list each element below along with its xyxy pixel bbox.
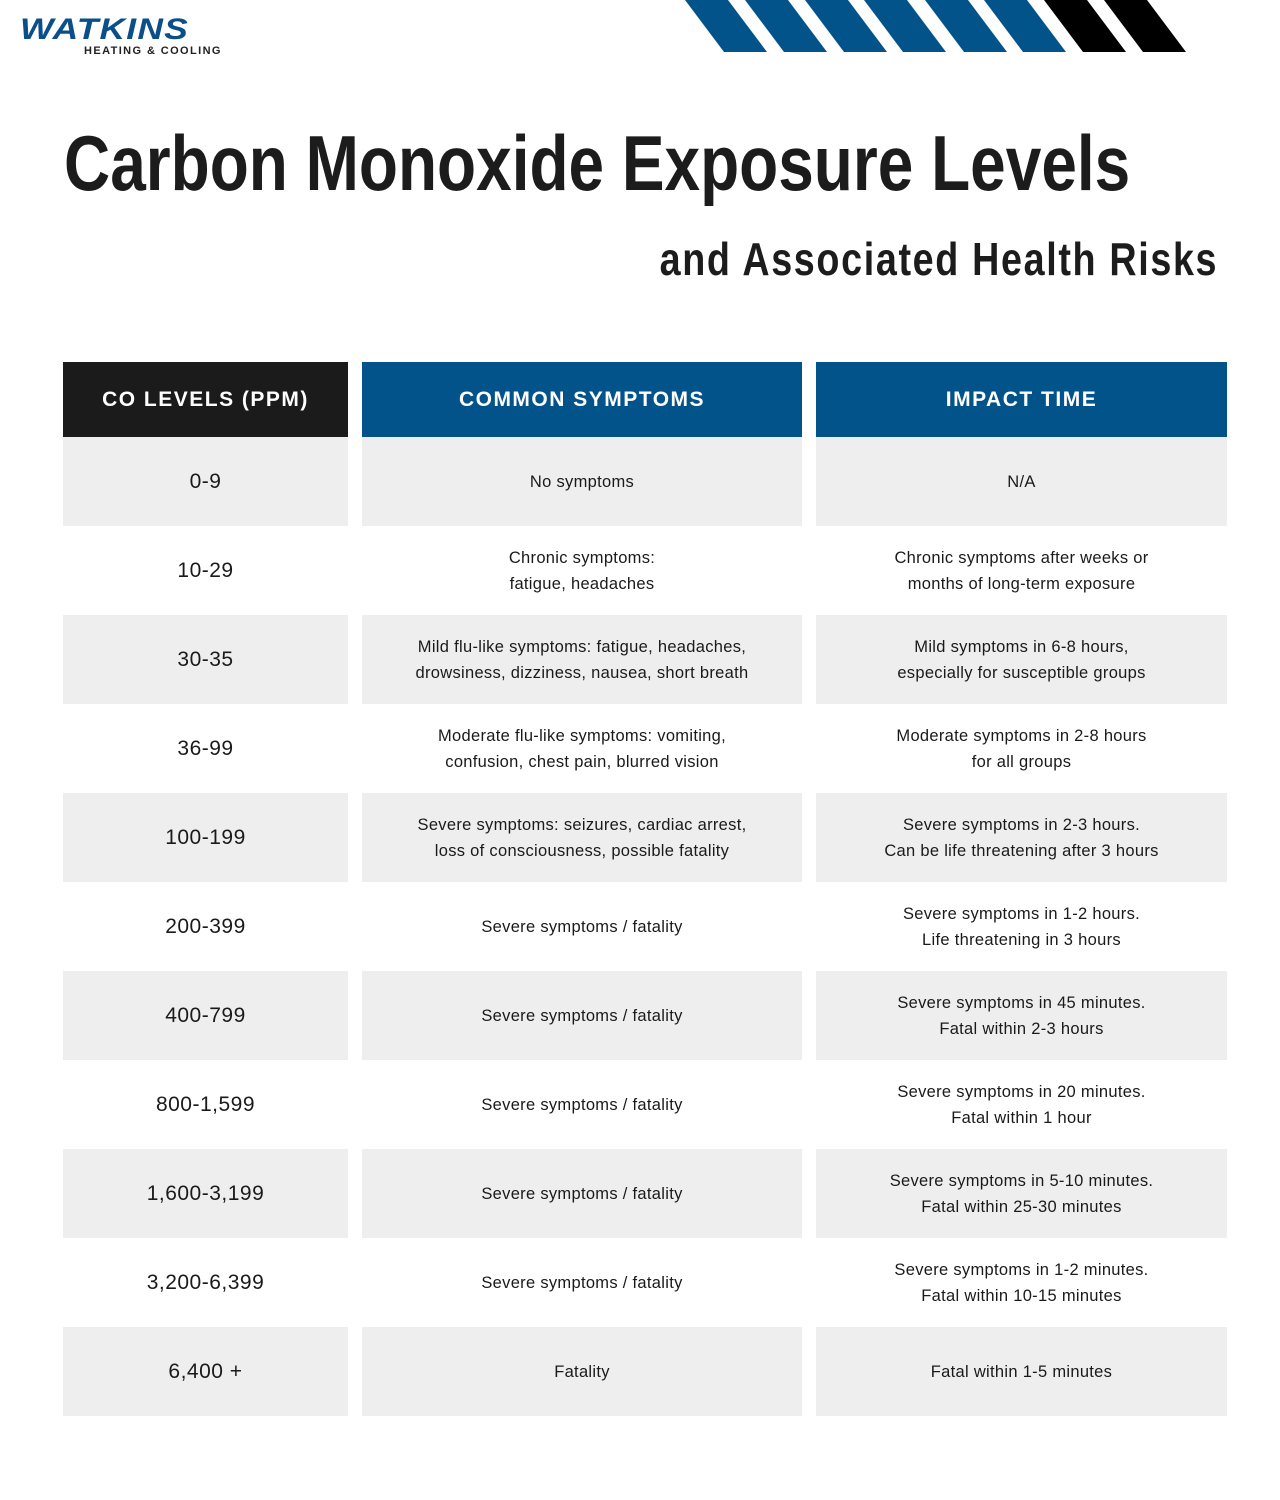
symptoms-cell: [362, 1060, 802, 1149]
co-level-cell: 6,400 +: [63, 1327, 348, 1416]
impact-time-line: Can be life threatening after 3 hours: [884, 841, 1159, 860]
table-row: [63, 615, 1227, 704]
impact-time-line: Fatal within 25-30 minutes: [921, 1197, 1122, 1216]
table-body: [63, 437, 1227, 1416]
symptoms-cell: [362, 1149, 802, 1238]
co-level-cell: 100-199: [63, 793, 348, 882]
impact-time-cell: [816, 1238, 1227, 1327]
impact-time-line: Life threatening in 3 hours: [922, 930, 1121, 949]
symptoms-line: Fatality: [554, 1362, 610, 1381]
symptoms-cell: [362, 437, 802, 526]
impact-time-line: Severe symptoms in 2-3 hours.: [902, 815, 1141, 834]
co-level-cell: 400-799: [63, 971, 348, 1060]
table-row: [63, 526, 1227, 615]
impact-time-line: Severe symptoms in 1-2 hours.: [902, 904, 1141, 923]
impact-time-cell: [816, 1327, 1227, 1416]
impact-time-line: for all groups: [971, 752, 1072, 771]
impact-time-line: Fatal within 10-15 minutes: [921, 1286, 1122, 1305]
impact-time-line: Severe symptoms in 5-10 minutes.: [889, 1171, 1154, 1190]
symptoms-line: Mild flu-like symptoms: fatigue, headaches,: [417, 637, 747, 656]
symptoms-line: confusion, chest pain, blurred vision: [445, 752, 719, 771]
symptoms-line: loss of consciousness, possible fatality: [434, 841, 730, 860]
impact-time-line: Mild symptoms in 6-8 hours,: [914, 637, 1129, 656]
company-logo: [20, 13, 222, 57]
impact-time-line: Fatal within 2-3 hours: [939, 1019, 1104, 1038]
impact-time-cell: [816, 793, 1227, 882]
table-row: [63, 1238, 1227, 1327]
table-row: [63, 793, 1227, 882]
table-row: [63, 882, 1227, 971]
symptoms-line: drowsiness, dizziness, nausea, short breath: [415, 663, 749, 682]
symptoms-line: Chronic symptoms:: [508, 548, 656, 567]
logo-wordmark: WATKINS: [20, 13, 189, 46]
impact-time-line: Severe symptoms in 45 minutes.: [897, 993, 1146, 1012]
impact-time-line: Severe symptoms in 20 minutes.: [897, 1082, 1146, 1101]
impact-time-line: months of long-term exposure: [907, 574, 1136, 593]
table-row: [63, 1149, 1227, 1238]
decorative-stripes: [680, 0, 1280, 52]
table-row: [63, 971, 1227, 1060]
impact-time-cell: [816, 971, 1227, 1060]
impact-time-cell: [816, 1060, 1227, 1149]
impact-time-line: Chronic symptoms after weeks or: [894, 548, 1149, 567]
page-title: Carbon Monoxide Exposure Levels: [64, 119, 1131, 207]
impact-time-cell: [816, 1149, 1227, 1238]
table-row: [63, 1327, 1227, 1416]
co-level-cell: 10-29: [177, 558, 234, 582]
symptoms-line: Severe symptoms: seizures, cardiac arrest,: [417, 815, 747, 834]
table-row: [63, 437, 1227, 526]
symptoms-line: fatigue, headaches: [509, 574, 655, 593]
column-header-symptoms: COMMON SYMPTOMS: [362, 362, 802, 437]
co-level-cell: 3,200-6,399: [146, 1270, 265, 1294]
symptoms-cell: [362, 1327, 802, 1416]
symptoms-cell: [362, 793, 802, 882]
symptoms-cell: [362, 1238, 802, 1327]
impact-time-line: N/A: [1007, 472, 1036, 491]
co-level-cell: 1,600-3,199: [63, 1149, 348, 1238]
symptoms-line: Severe symptoms / fatality: [481, 1273, 683, 1292]
co-level-cell: 30-35: [63, 615, 348, 704]
impact-time-line: Severe symptoms in 1-2 minutes.: [894, 1260, 1149, 1279]
impact-time-line: especially for susceptible groups: [897, 663, 1146, 682]
table-row: [63, 704, 1227, 793]
impact-time-line: Fatal within 1 hour: [951, 1108, 1092, 1127]
table-row: [63, 1060, 1227, 1149]
symptoms-cell: [362, 615, 802, 704]
symptoms-line: Severe symptoms / fatality: [481, 1184, 683, 1203]
impact-time-line: Moderate symptoms in 2-8 hours: [896, 726, 1147, 745]
co-level-cell: 36-99: [177, 736, 234, 760]
table-header-row: [63, 362, 1227, 437]
symptoms-cell: [362, 526, 802, 615]
impact-time-cell: [816, 437, 1227, 526]
co-level-cell: 200-399: [165, 914, 246, 938]
symptoms-cell: [362, 971, 802, 1060]
symptoms-cell: [362, 882, 802, 971]
co-level-cell: 0-9: [63, 437, 348, 526]
symptoms-cell: [362, 704, 802, 793]
co-exposure-table: [63, 362, 1227, 1416]
impact-time-line: Fatal within 1-5 minutes: [930, 1362, 1113, 1381]
symptoms-line: Severe symptoms / fatality: [481, 1095, 683, 1114]
impact-time-cell: [816, 615, 1227, 704]
page-subtitle: and Associated Health Risks: [659, 233, 1218, 285]
column-header-impact-time: IMPACT TIME: [816, 362, 1227, 437]
symptoms-line: No symptoms: [529, 472, 635, 491]
column-header-co-levels: CO LEVELS (PPM): [63, 362, 348, 437]
logo-tagline: HEATING & COOLING: [84, 45, 222, 57]
impact-time-cell: [816, 704, 1227, 793]
symptoms-line: Severe symptoms / fatality: [481, 917, 683, 936]
impact-time-cell: [816, 882, 1227, 971]
co-level-cell: 800-1,599: [155, 1092, 256, 1116]
impact-time-cell: [816, 526, 1227, 615]
symptoms-line: Severe symptoms / fatality: [481, 1006, 683, 1025]
symptoms-line: Moderate flu-like symptoms: vomiting,: [437, 726, 727, 745]
